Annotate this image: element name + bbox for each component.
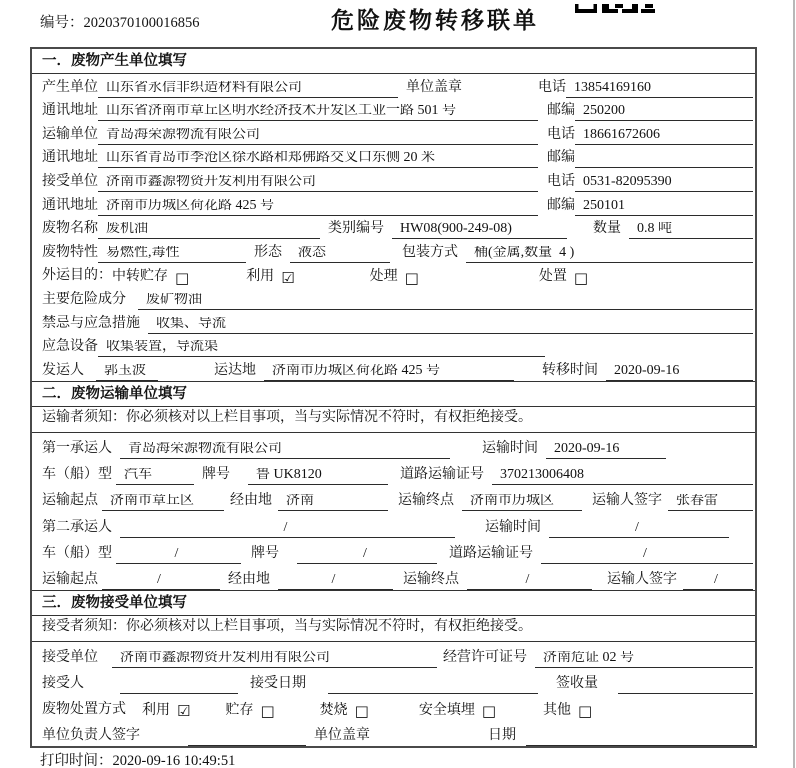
field-label: 形态 bbox=[254, 244, 282, 260]
checkbox-option[interactable] bbox=[370, 270, 419, 286]
checkbox-option[interactable] bbox=[112, 270, 189, 286]
field-value[interactable]: 张春雷 bbox=[668, 494, 753, 511]
field-label: 数量 bbox=[593, 221, 621, 237]
field-label: 主要危险成分 bbox=[42, 291, 126, 307]
checkbox-label: 处置 bbox=[538, 269, 567, 285]
field-label: 发运人 bbox=[42, 362, 84, 378]
field-value[interactable]: 0531-82095390 bbox=[575, 175, 753, 192]
checkbox-unchecked-icon[interactable]: □ bbox=[573, 268, 589, 287]
field-value[interactable]: 济南危证 02 号 bbox=[535, 651, 753, 668]
checkbox-unchecked-icon[interactable]: □ bbox=[404, 268, 419, 287]
qr-code-icon bbox=[575, 0, 655, 18]
field-value[interactable]: 250200 bbox=[575, 104, 753, 121]
field-value[interactable]: 桶(金属,数量 4 ) bbox=[466, 246, 753, 263]
field-value[interactable]: 济南市鑫源物资开发利用有限公司 bbox=[98, 175, 538, 192]
field-value[interactable]: / bbox=[549, 521, 729, 538]
field-value[interactable]: 2020-09-16 bbox=[546, 442, 666, 459]
field-value[interactable]: 青岛海荣源物流有限公司 bbox=[120, 442, 450, 459]
form-row bbox=[32, 642, 755, 668]
field-label: 废物处置方式 bbox=[42, 702, 126, 718]
field-label: 牌号 bbox=[202, 467, 230, 483]
checkbox-label: 焚烧 bbox=[319, 703, 348, 719]
field-label: 运输单位 bbox=[42, 126, 98, 142]
print-time-label: 打印时间： bbox=[40, 753, 113, 768]
checkbox-label: 中转贮存 bbox=[112, 269, 168, 285]
field-label: 电话 bbox=[538, 79, 566, 95]
field-label: 运输时间 bbox=[485, 519, 541, 535]
field-label: 接受单位 bbox=[42, 650, 98, 666]
form-row bbox=[32, 216, 755, 240]
field-label: 接受人 bbox=[42, 676, 84, 692]
field-value[interactable]: 废矿物油 bbox=[138, 293, 753, 310]
field-label: 运输起点 bbox=[42, 493, 98, 509]
field-label: 单位盖章 bbox=[406, 79, 462, 95]
field-value[interactable]: 济南 bbox=[278, 494, 388, 511]
field-value[interactable] bbox=[526, 743, 753, 746]
field-label: 单位负责人签字 bbox=[42, 728, 140, 744]
field-label: 运输时间 bbox=[482, 441, 538, 457]
field-value[interactable]: / bbox=[120, 521, 455, 538]
form-row bbox=[32, 192, 755, 216]
checkbox-checked-icon[interactable]: ☑ bbox=[177, 702, 191, 721]
form-row bbox=[32, 694, 755, 720]
form-row bbox=[32, 538, 755, 564]
field-value[interactable]: 易燃性,毒性 bbox=[98, 246, 246, 263]
checkbox-unchecked-icon[interactable]: □ bbox=[354, 702, 369, 721]
field-label: 废物名称 bbox=[42, 221, 98, 237]
form-row bbox=[32, 239, 755, 263]
form-row bbox=[32, 564, 755, 590]
field-label: 经由地 bbox=[230, 493, 272, 509]
field-value[interactable]: / bbox=[683, 573, 753, 590]
checkbox-checked-icon[interactable]: ☑ bbox=[281, 268, 295, 287]
field-label: 运输终点 bbox=[403, 572, 459, 588]
field-value[interactable]: / bbox=[116, 547, 241, 564]
field-label: 邮编 bbox=[547, 103, 575, 119]
form-row bbox=[32, 145, 755, 169]
field-label: 车（船）型 bbox=[42, 545, 112, 561]
field-value[interactable] bbox=[120, 691, 238, 694]
field-value[interactable]: / bbox=[541, 547, 753, 564]
section-heading: 二．废物运输单位填写 bbox=[32, 381, 755, 407]
section-heading: 三．废物接受单位填写 bbox=[32, 590, 755, 616]
field-value[interactable]: 济南市历城区荷花路 425 号 bbox=[264, 364, 514, 381]
form-row bbox=[32, 98, 755, 122]
field-value[interactable]: 郭玉波 bbox=[96, 364, 158, 381]
field-label: 通讯地址 bbox=[42, 197, 98, 213]
form-row bbox=[32, 616, 755, 642]
field-value[interactable]: 18661672606 bbox=[575, 128, 753, 145]
field-value[interactable]: / bbox=[278, 573, 393, 590]
field-value[interactable]: 汽车 bbox=[116, 468, 194, 485]
checkbox-option[interactable] bbox=[225, 704, 274, 720]
field-label: 通讯地址 bbox=[42, 150, 98, 166]
form-row bbox=[32, 121, 755, 145]
field-value[interactable] bbox=[328, 691, 538, 694]
field-label: 外运目的： bbox=[42, 268, 112, 284]
checkbox-option[interactable] bbox=[246, 270, 294, 286]
field-value[interactable]: 250101 bbox=[575, 199, 753, 216]
field-value[interactable]: 济南市鑫源物资开发利用有限公司 bbox=[112, 651, 437, 668]
field-value[interactable]: 液态 bbox=[290, 246, 390, 263]
field-label: 接受单位 bbox=[42, 173, 98, 189]
checkbox-option[interactable] bbox=[320, 704, 369, 720]
field-value[interactable]: 鲁 UK8120 bbox=[248, 468, 388, 485]
field-value[interactable]: 山东省青岛市李沧区徐水路和郑佛路交叉口东侧 20 米 bbox=[98, 151, 538, 168]
form-row bbox=[32, 263, 755, 287]
field-label: 包装方式 bbox=[402, 244, 458, 260]
page-title: 危险废物转移联单 bbox=[331, 7, 539, 33]
form-number bbox=[40, 11, 200, 32]
form-row bbox=[32, 168, 755, 192]
field-value[interactable]: HW08(900-249-08) bbox=[392, 222, 567, 239]
field-value[interactable]: / bbox=[467, 573, 592, 590]
checkbox-label: 安全填埋 bbox=[418, 703, 475, 719]
field-label: 第一承运人 bbox=[42, 441, 112, 457]
field-value[interactable] bbox=[618, 691, 753, 694]
checkbox-unchecked-icon[interactable]: □ bbox=[481, 702, 497, 721]
checkbox-label: 处理 bbox=[369, 269, 398, 285]
field-label: 运输人签字 bbox=[607, 572, 677, 588]
field-value[interactable]: 370213006408 bbox=[492, 468, 753, 485]
field-label: 运输人签字 bbox=[592, 493, 662, 509]
field-label: 道路运输证号 bbox=[449, 545, 533, 561]
field-value[interactable] bbox=[188, 743, 306, 746]
field-value[interactable]: 13854169160 bbox=[566, 81, 753, 98]
checkbox-label: 利用 bbox=[246, 269, 275, 285]
field-value[interactable] bbox=[575, 165, 753, 168]
checkbox-option[interactable] bbox=[419, 704, 496, 720]
print-time bbox=[40, 749, 235, 768]
field-label: 转移时间 bbox=[542, 362, 598, 378]
form-row bbox=[32, 485, 755, 511]
checkbox-option[interactable] bbox=[539, 270, 588, 286]
field-value[interactable]: 山东省济南市章丘区明水经济技术开发区工业一路 501 号 bbox=[98, 104, 538, 121]
field-label: 日期 bbox=[488, 728, 516, 744]
field-label: 电话 bbox=[547, 126, 575, 142]
checkbox-option[interactable] bbox=[142, 704, 190, 720]
form-row bbox=[32, 310, 755, 334]
field-label: 产生单位 bbox=[42, 79, 98, 95]
field-label: 类别编号 bbox=[328, 221, 384, 237]
field-label: 牌号 bbox=[251, 545, 279, 561]
form-number-label: 编号： bbox=[40, 15, 84, 31]
field-value[interactable]: 青岛海荣源物流有限公司 bbox=[98, 128, 538, 145]
field-label: 电话 bbox=[547, 173, 575, 189]
field-label: 应急设备 bbox=[42, 339, 98, 355]
checkbox-unchecked-icon[interactable]: □ bbox=[175, 268, 190, 287]
form-row bbox=[32, 668, 755, 694]
form-row bbox=[32, 433, 755, 459]
form-row bbox=[32, 407, 755, 433]
page-edge-line bbox=[793, 0, 795, 768]
checkbox-option[interactable] bbox=[543, 704, 592, 720]
field-label: 运达地 bbox=[214, 362, 256, 378]
field-label: 道路运输证号 bbox=[400, 467, 484, 483]
checkbox-unchecked-icon[interactable]: □ bbox=[260, 702, 275, 721]
field-label: 邮编 bbox=[547, 150, 575, 166]
field-label: 单位盖章 bbox=[314, 728, 370, 744]
field-label: 废物特性 bbox=[42, 244, 98, 260]
field-label: 禁忌与应急措施 bbox=[42, 315, 140, 331]
print-time-value: 2020-09-16 10:49:51 bbox=[112, 753, 236, 768]
field-value[interactable]: / bbox=[297, 547, 437, 564]
field-label: 经由地 bbox=[228, 572, 270, 588]
field-label: 接受日期 bbox=[250, 676, 306, 692]
field-value[interactable]: 2020-09-16 bbox=[606, 364, 753, 381]
checkbox-label: 利用 bbox=[142, 703, 170, 719]
form-number-value: 2020370100016856 bbox=[83, 15, 200, 31]
field-value[interactable]: 济南市历城区 bbox=[462, 494, 582, 511]
field-label: 运输终点 bbox=[398, 493, 454, 509]
note-text: 接受者须知：你必须核对以上栏目事项，当与实际情况不符时，有权拒绝接受。 bbox=[42, 619, 532, 635]
field-value[interactable]: 济南市章丘区 bbox=[102, 494, 224, 511]
field-value[interactable]: 收集、导流 bbox=[148, 317, 753, 334]
field-label: 第二承运人 bbox=[42, 519, 112, 535]
form-row bbox=[32, 357, 755, 381]
field-label: 运输起点 bbox=[42, 572, 98, 588]
field-value[interactable]: 收集装置，导流渠 bbox=[98, 340, 545, 357]
checkbox-unchecked-icon[interactable]: □ bbox=[578, 702, 593, 721]
section-heading: 一．废物产生单位填写 bbox=[32, 49, 755, 74]
form-row bbox=[32, 74, 755, 98]
form-row bbox=[32, 286, 755, 310]
form-row bbox=[32, 720, 755, 746]
checkbox-label: 贮存 bbox=[225, 703, 254, 719]
field-value[interactable]: 0.8 吨 bbox=[629, 222, 753, 239]
field-label: 签收量 bbox=[556, 676, 598, 692]
field-value[interactable]: 山东省永信非织造材料有限公司 bbox=[98, 81, 398, 98]
form-box bbox=[30, 47, 757, 748]
field-label: 经营许可证号 bbox=[443, 650, 527, 666]
field-value[interactable]: 济南市历城区荷花路 425 号 bbox=[98, 199, 538, 216]
field-label: 车（船）型 bbox=[42, 467, 112, 483]
field-label: 邮编 bbox=[547, 197, 575, 213]
checkbox-label: 其他 bbox=[543, 703, 572, 719]
field-value[interactable]: / bbox=[102, 573, 220, 590]
field-label: 通讯地址 bbox=[42, 103, 98, 119]
form-row bbox=[32, 334, 755, 358]
note-text: 运输者须知：你必须核对以上栏目事项，当与实际情况不符时，有权拒绝接受。 bbox=[42, 409, 532, 425]
form-row bbox=[32, 459, 755, 485]
field-value[interactable]: 废机油 bbox=[98, 222, 320, 239]
form-row bbox=[32, 511, 755, 537]
